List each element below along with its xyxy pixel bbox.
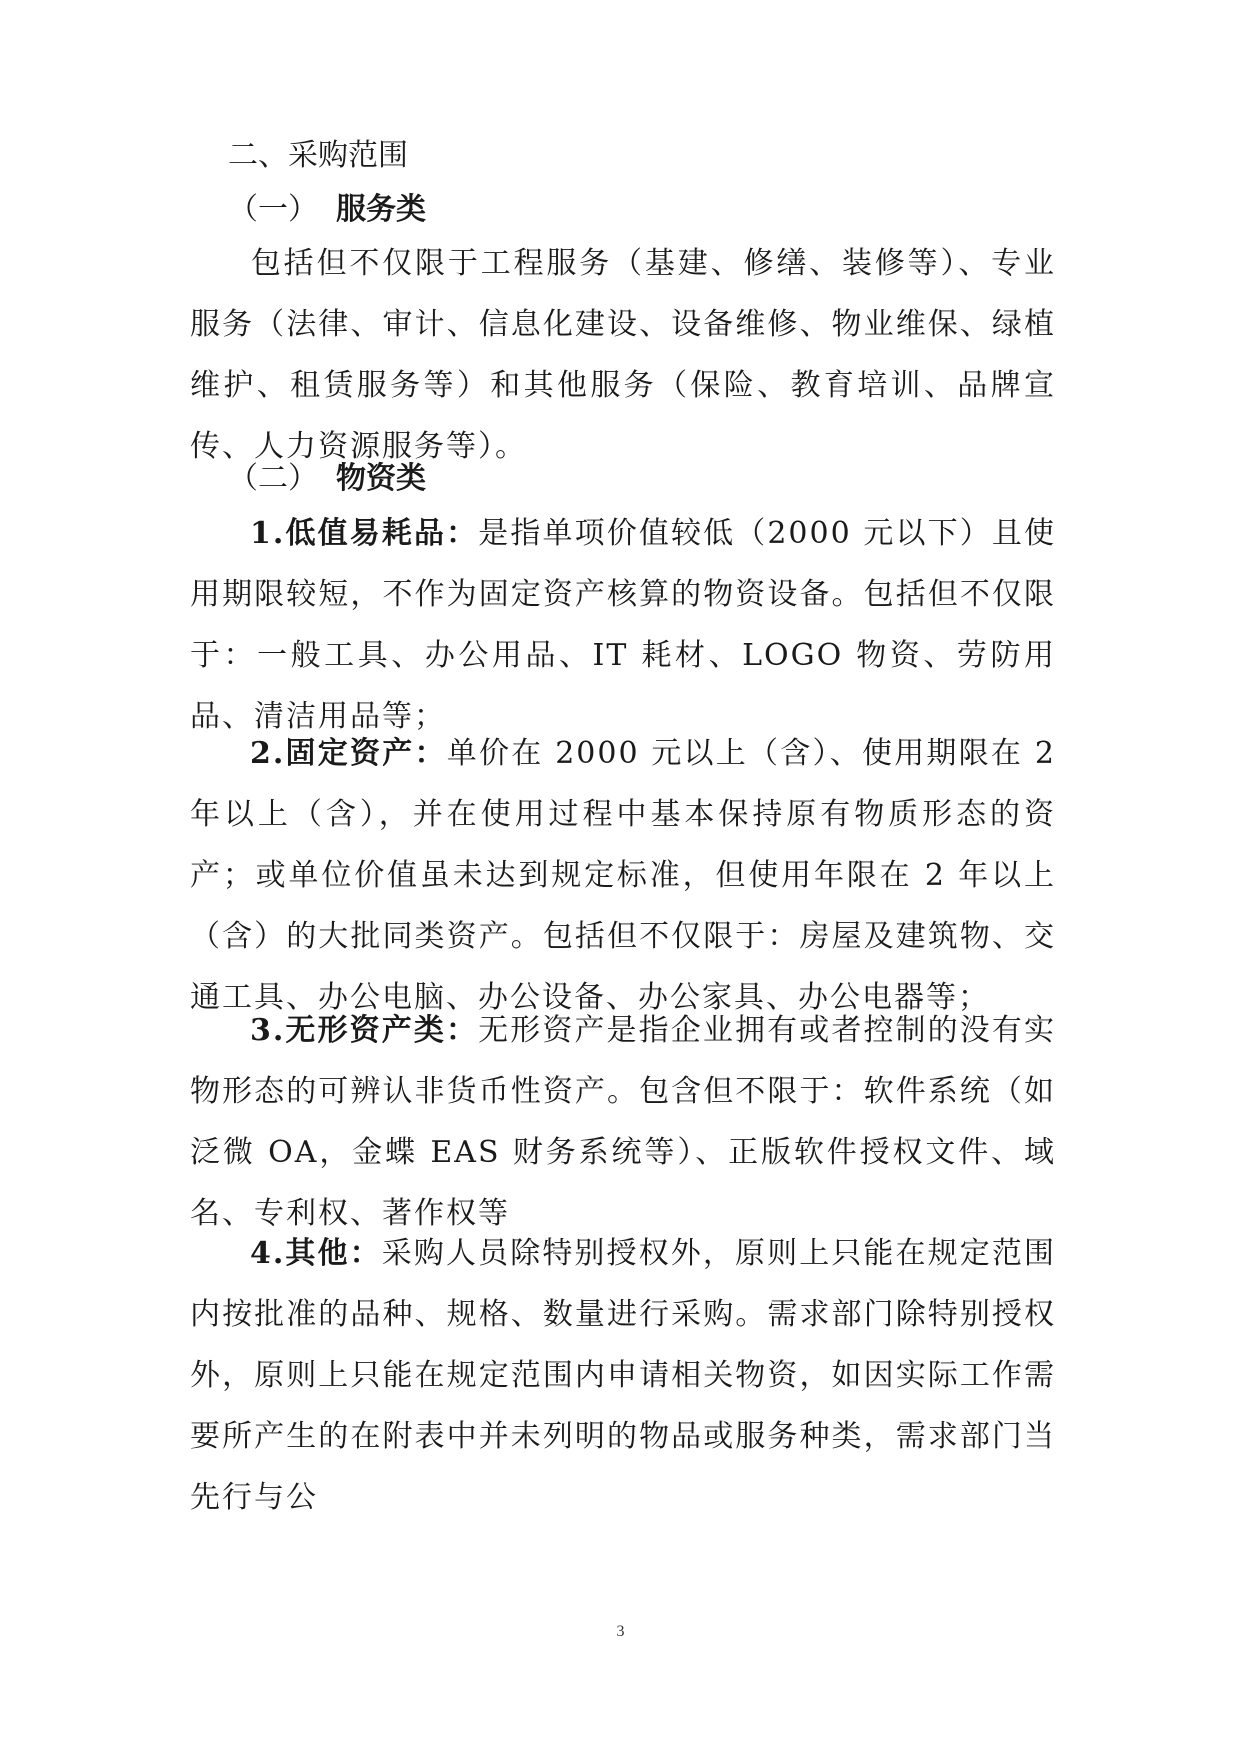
materials-item-4 <box>190 1223 1056 1528</box>
services-paragraph <box>190 233 1056 477</box>
subsection-number: （一） <box>228 192 318 227</box>
materials-item-3 <box>190 1000 1056 1244</box>
item-lead: 2.固定资产： <box>250 736 447 771</box>
section-title: 二、采购范围 <box>228 138 408 173</box>
item-text: 无形资产是指企业拥有或者控制的没有实物形态的可辨认非货币性资产。包含但不限于：软件系统（如泛微 OA，金蝶 EAS 财务系统等）、正版软件授权文件、域名、专利权、著作权等 <box>190 1013 1057 1231</box>
subsection-services-heading <box>228 190 426 230</box>
subsection-title: 服务类 <box>336 192 426 227</box>
item-text: 单价在 2000 元以上（含）、使用期限在 2 年以上（含），并在使用过程中基本保持原有物质形态的资产；或单位价值虽未达到规定标准，但使用年限在 2 年以上（含）的大批同类资产。包括但不仅限于：房屋及建筑物、交通工具、办公电脑、办公设备、办公家具、办公电器等； <box>190 736 1056 1015</box>
item-lead: 1.低值易耗品： <box>250 516 479 551</box>
item-lead: 4.其他： <box>250 1236 382 1271</box>
paragraph-text: 包括但不仅限于工程服务（基建、修缮、装修等）、专业服务（法律、审计、信息化建设、设备维修、物业维保、绿植维护、租赁服务等）和其他服务（保险、教育培训、品牌宣传、人力资源服务等）。 <box>190 246 1056 464</box>
subsection-number: （二） <box>228 461 318 496</box>
item-lead: 3.无形资产类： <box>250 1013 479 1048</box>
materials-item-2 <box>190 723 1056 1028</box>
item-text: 是指单项价值较低（2000 元以下）且使用期限较短，不作为固定资产核算的物资设备。包括但不仅限于：一般工具、办公用品、IT 耗材、LOGO 物资、劳防用品、清洁用品等； <box>190 516 1056 734</box>
page-number: 3 <box>616 1623 625 1640</box>
subsection-materials-heading <box>228 459 426 499</box>
item-text: 采购人员除特别授权外，原则上只能在规定范围内按批准的品种、规格、数量进行采购。需求部门除特别授权外，原则上只能在规定范围内申请相关物资，如因实际工作需要所产生的在附表中并未列明的物品或服务种类，需求部门当先行与公 <box>190 1236 1056 1515</box>
subsection-title: 物资类 <box>336 461 426 496</box>
materials-item-1 <box>190 503 1056 747</box>
